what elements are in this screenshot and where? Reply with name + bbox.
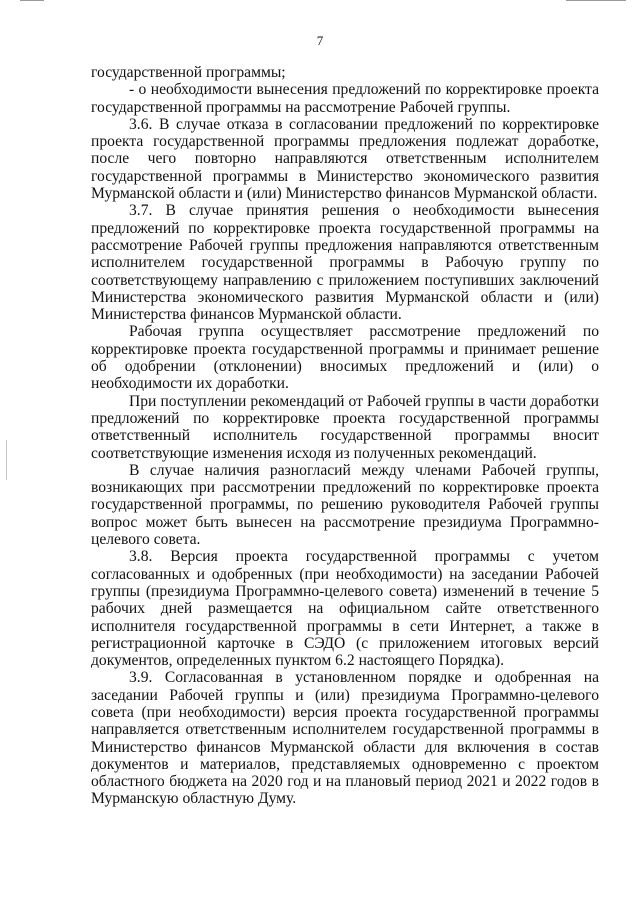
paragraph: государственной программы; bbox=[91, 64, 286, 81]
scan-edge-mark bbox=[566, 0, 626, 1]
paragraph-3-9: 3.9. Согласованная в установленном порядке и одобренная на заседании Рабочей группы и (или) президиума Программно-целевого совета (при необходимости) версия проекта государственной программы направляется ответственным исполнителем государственной программы в Министерство финансов Мурманской области для включения в состав документов и материалов, представляемых одновременно с проектом областного бюджета на 2020 год и на плановый период 2021 и 2022 годов в Мурманскую областную Думу. bbox=[91, 669, 599, 808]
paragraph: В случае наличия разногласий между членами Рабочей группы, возникающих при рассмотрении предложений по корректировке проекта государственной программы, по решению руководителя Рабочей группы вопрос может быть вынесен на рассмотрение президиума Программно-целевого совета. bbox=[91, 461, 599, 549]
paragraph-3-6: 3.6. В случае отказа в согласовании предложений по корректировке проекта государственной программы предложения подлежат доработке, после чего повторно направляются ответственным исполнителем государственной программы в Министерство экономического развития Мурманской области и (или) Министерство финансов Мурманской области. bbox=[91, 115, 599, 203]
scan-edge-mark bbox=[6, 440, 7, 480]
paragraph: - о необходимости вынесения предложений по корректировке проекта государственной программы на рассмотрение Рабочей группы. bbox=[91, 81, 599, 116]
paragraph: При поступлении рекомендаций от Рабочей группы в части доработки предложений по корректировке проекта государственной программы ответственный исполнитель государственной программы вносит соответствующие изменения исходя из полученных рекомендаций. bbox=[91, 392, 599, 462]
paragraph-3-7: 3.7. В случае принятия решения о необходимости вынесения предложений по корректировке проекта государственной программы на рассмотрение Рабочей группы предложения направляются ответственным исполнителем государственной программы в Рабочую группу по соответствующему направлению с приложением поступивших заключений Министерства экономического развития Мурманской области и (или) Министерства финансов Мурманской области. bbox=[91, 202, 599, 324]
page-number: 7 bbox=[316, 33, 324, 48]
paragraph-3-8: 3.8. Версия проекта государственной программы с учетом согласованных и одобренных (при необходимости) на заседании Рабочей группы (президиума Программно-целевого совета) изменений в течение 5 рабочих дней размещается на официальном сайте ответственного исполнителя государственной программы в сети Интернет, а также в регистрационной карточке в СЭДО (с приложением итоговых версий документов, определенных пунктом 6.2 настоящего Порядка). bbox=[91, 548, 599, 670]
document-body bbox=[91, 64, 599, 808]
paragraph: Рабочая группа осуществляет рассмотрение предложений по корректировке проекта государственной программы и принимает решение об одобрении (отклонении) вносимых предложений и (или) о необходимости их доработки. bbox=[91, 323, 599, 393]
scan-edge-mark bbox=[20, 0, 44, 1]
